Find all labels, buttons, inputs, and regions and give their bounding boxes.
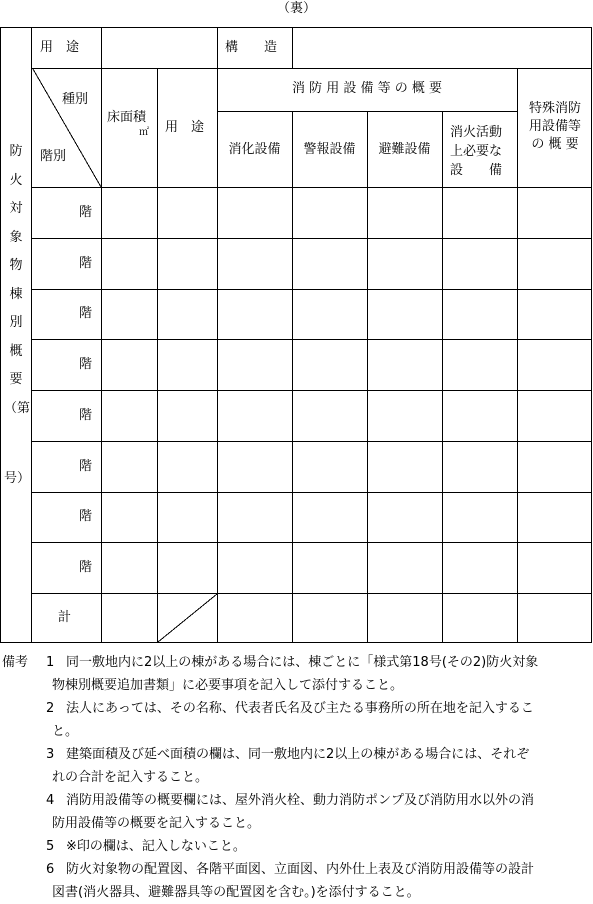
side-label: 防 火 対 象 物 棟 別 概 要 （第 号） — [4, 144, 31, 486]
note-text: 防用設備等の概要を記入すること。 — [52, 816, 261, 831]
note-text: と。 — [52, 724, 79, 739]
floor-row-label: 階 — [79, 509, 93, 524]
floor-row-label: 階 — [79, 256, 93, 271]
floor-row-label: 階 — [79, 408, 93, 423]
note-text: 同一敷地内に2以上の棟がある場合には、棟ごとに「様式第18号(その2)防火対象 — [66, 655, 539, 670]
note-text: 図書(消火器具、避難器具等の配置図を含む。)を添付すること。 — [52, 885, 420, 900]
floor-row-label: 階 — [79, 357, 93, 372]
header-diagonal — [33, 69, 101, 187]
note-text: 建築面積及び延べ面積の欄は、同一敷地内に2以上の棟がある場合には、それぞ — [66, 747, 530, 762]
page-title: （裏） — [276, 1, 316, 16]
kouzou-label: 構 造 — [225, 40, 278, 55]
note-text: 消防用設備等の概要欄には、屋外消火栓、動力消防ポンプ及び消防用水以外の消 — [66, 793, 535, 808]
sub-header-alarm: 警報設備 — [303, 142, 356, 157]
note-text: 法人にあっては、その名称、代表者氏名及び主たる事務所の所在地を記入するこ — [66, 701, 534, 716]
note-text: 物棟別概要追加書類」に必要事項を記入して添付すること。 — [52, 678, 404, 693]
note-number: 4 — [46, 793, 55, 808]
youto-label: 用 途 — [40, 40, 80, 55]
total-diagonal — [158, 594, 217, 642]
note-text: れの合計を記入すること。 — [52, 770, 209, 785]
note-number: 5 — [46, 839, 55, 854]
diag-bottom-label: 階別 — [40, 149, 67, 164]
use-header: 用 途 — [165, 120, 205, 135]
floor-row-label: 階 — [79, 560, 93, 575]
total-row-label: 計 — [58, 610, 72, 625]
floor-row-label: 階 — [79, 306, 93, 321]
note-number: 6 — [46, 862, 55, 877]
notes-label: 備考 — [2, 655, 29, 670]
sub-header-evacuation: 避難設備 — [378, 142, 431, 157]
floor-area-header: 床面積 — [107, 110, 147, 125]
floor-area-unit: ㎡ — [139, 127, 149, 138]
note-text: 防火対象物の配置図、各階平面図、立面図、内外仕上表及び消防用設備等の設計 — [66, 862, 535, 877]
note-text: ※印の欄は、記入しないこと。 — [66, 839, 246, 854]
equipment-group-header: 消 防 用 設 備 等 の 概 要 — [291, 81, 443, 96]
sub-header-firefighting-support: 消火活動 上必要な 設 備 — [450, 125, 503, 178]
floor-row-label: 階 — [79, 459, 93, 474]
notes-section — [0, 651, 593, 904]
special-equipment-header: 特殊消防 用設備等 の 概 要 — [528, 101, 581, 152]
floor-row-label: 階 — [79, 205, 93, 220]
note-number: 1 — [46, 655, 55, 670]
sub-header-fire-extinguishing: 消化設備 — [228, 142, 281, 157]
diag-top-label: 種別 — [62, 92, 89, 107]
note-number: 2 — [46, 701, 55, 716]
note-number: 3 — [46, 747, 55, 762]
